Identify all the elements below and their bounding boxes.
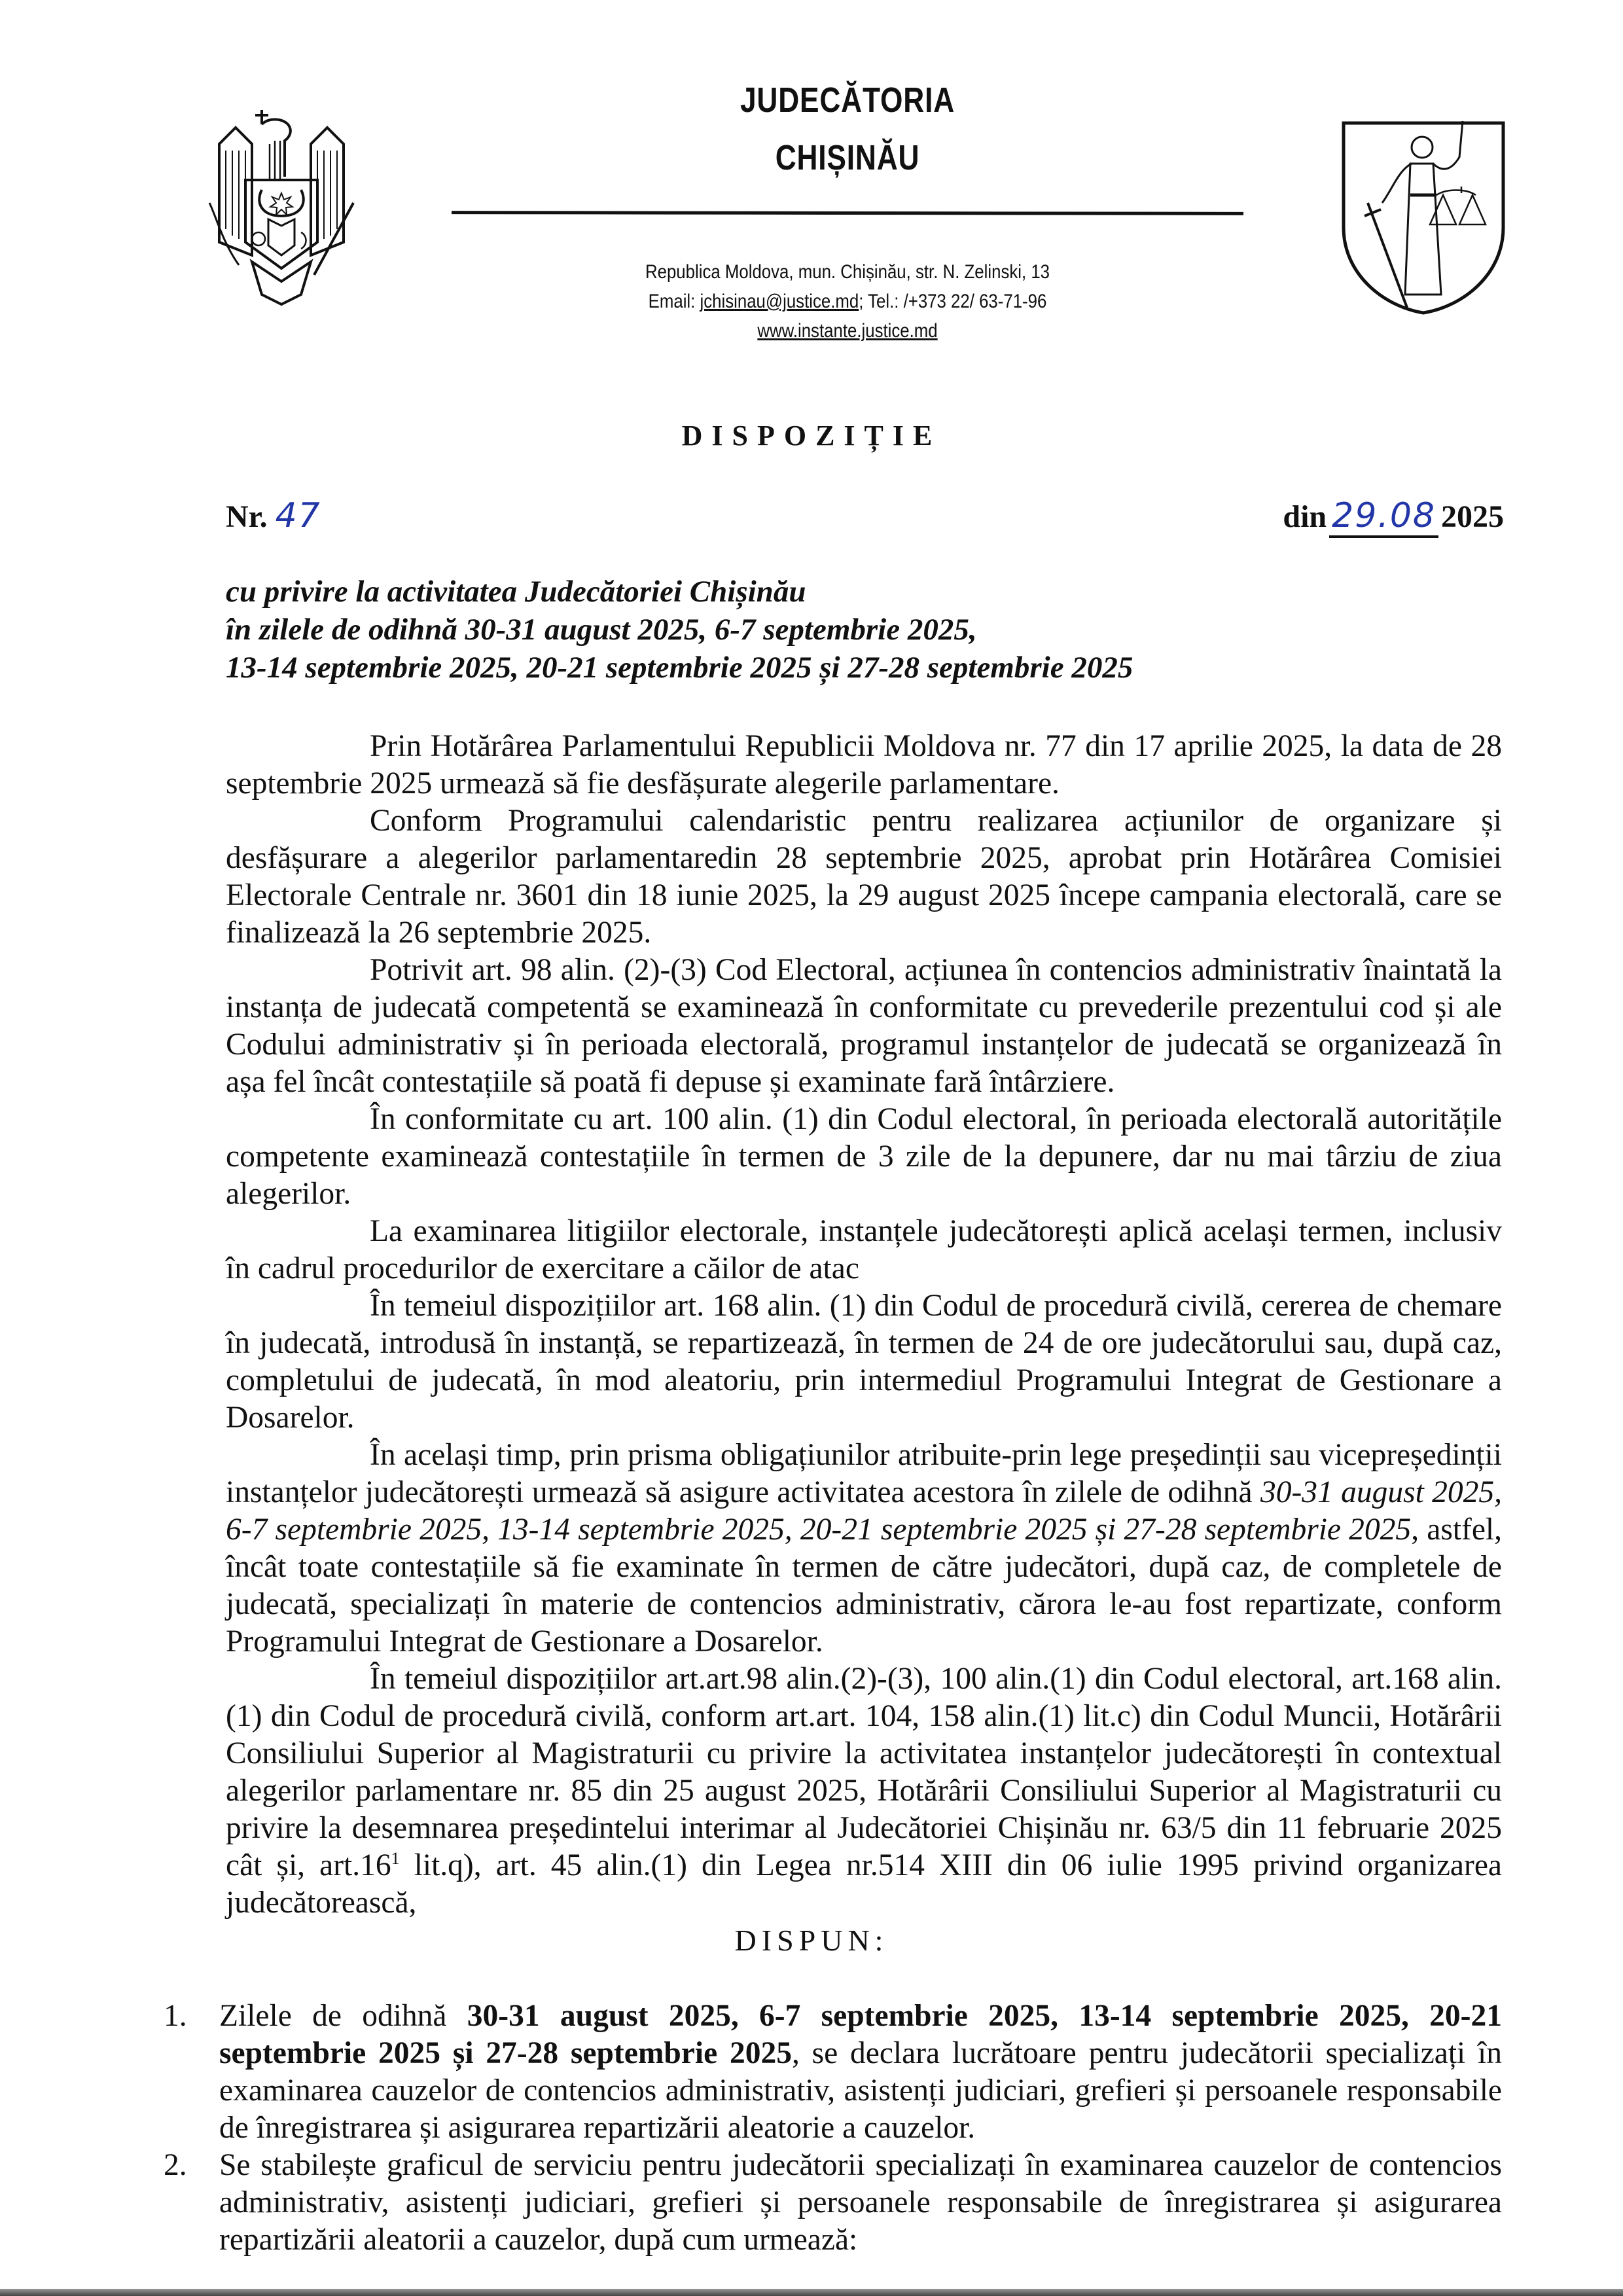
court-contact-block (507, 257, 1188, 346)
paragraph: În conformitate cu art. 100 alin. (1) din Codul electoral, în perioada electorală autoritățile competente examinează contestațiile în termen de 3 zile de la depunere, dar nu mai târziu de ziua alegerilor. (226, 1102, 1502, 1211)
item-text: Se stabilește graficul de serviciu pentru judecătorii specializați în examinarea cauzelor de contencios administrativ, asistenți judiciari, grefieri și persoanele responsabile de înregistrarea și asigurarea repartizării aleatorii a cauzelor, după cum urmează: (219, 2148, 1502, 2257)
superscript: 1 (391, 1849, 400, 1869)
email-link[interactable]: jchisinau@justice.md (700, 291, 859, 312)
header-divider (452, 211, 1243, 215)
handwritten-number: 47 (275, 496, 321, 535)
italic-dates: 30-31 august 2025, 6-7 septembrie 2025, 13-14 septembrie 2025, 20-21 septembrie 2025 și 27-28 septembrie 2025 (226, 1475, 1503, 1547)
paragraph: Conform Programului calendaristic pentru realizarea acțiunilor de organizare și desfășurare a alegerilor parlamentaredin 28 septembrie 2025, aprobat prin Hotărârea Comisiei Electorale Centrale nr. 3601 din 18 iunie 2025, la 29 august 2025 începe campania electorală, care se finalizează la 26 septembrie 2025. (226, 804, 1502, 950)
document-date (1283, 496, 1504, 535)
document-subject (226, 573, 1133, 687)
document-title: DISPOZIȚIE (681, 420, 942, 452)
paragraph: La examinarea litigiilor electorale, instanțele judecătorești aplică același termen, inclusiv în cadrul procedurilor de exercitare a căilor de atac (226, 1214, 1502, 1285)
subject-line: 13-14 septembrie 2025, 20-21 septembrie 2025 și 27-28 septembrie 2025 (226, 651, 1133, 685)
paragraph: În același timp, prin prisma obligațiunilor atribuite-prin lege președinții sau vicepreședinții instanțelor judecătorești urmează să asigure activitatea acestora în zilele de odihnă 30-31 august 2025, 6-7 septembrie 2025, 13-14 septembrie 2025, 20-21 septembrie 2025 și 27-28 septembrie 2025, astfel, încât toate contestațiile să fie examinate în termen de către judecători, după caz, de completele de judecată, specializați în materie de contencios administrativ, cărora le-au fost repartizate, conform Programului Integrat de Gestionare a Dosarelor. (226, 1438, 1503, 1659)
court-name-line2: CHIȘINĂU (775, 138, 920, 177)
date-year: 2025 (1441, 499, 1504, 534)
court-email-phone (507, 287, 1188, 316)
document-number (226, 496, 321, 535)
dispun-heading: DISPUN: (734, 1924, 889, 1957)
paragraph: Prin Hotărârea Parlamentului Republicii Moldova nr. 77 din 17 aprilie 2025, la data de 28 septembrie 2025 urmează să fie desfășurate alegerile parlamentare. (226, 729, 1502, 800)
bold-dates: 30-31 august 2025, 6-7 septembrie 2025, 13-14 septembrie 2025, 20-21 septembrie 2025 și 27-28 septembrie 2025 (219, 1999, 1502, 2070)
item-number: 1. (164, 1999, 187, 2033)
paragraph: În temeiul dispozițiilor art. 168 alin. (1) din Codul de procedură civilă, cererea de chemare în judecată, introdusă în instanță, se repartizează, în termen de 24 de ore judecătorului sau, după caz, completului de judecată, în mod aleatoriu, prin intermediul Programului Integrat de Gestionare a Dosarelor. (226, 1289, 1502, 1435)
orders-list (164, 1998, 1502, 2259)
scan-edge (0, 2289, 1623, 2296)
phone-number: ; Tel.: /+373 22/ 63-71-96 (859, 291, 1047, 312)
item-text: Zilele de odihnă 30-31 august 2025, 6-7 septembrie 2025, 13-14 septembrie 2025, 20-21 septembrie 2025 și 27-28 septembrie 2025, se declara lucrătoare pentru judecătorii specializați în examinarea cauzelor de contencios administrativ, asistenți judiciari, grefieri și persoanele responsabile de înregistrarea și asigurarea repartizării aleatorie a cauzelor. (219, 1999, 1502, 2145)
list-item (164, 1998, 1502, 2147)
court-name-line1: JUDECĂTORIA (740, 81, 955, 120)
number-label: Nr. (226, 499, 268, 534)
subject-line: cu privire la activitatea Judecătoriei Chișinău (226, 575, 806, 609)
paragraph: În temeiul dispozițiilor art.art.98 alin.(2)-(3), 100 alin.(1) din Codul electoral, art.168 alin.(1) din Codul de procedură civilă, conform art.art. 104, 158 alin.(1) lit.c) din Codul Muncii, Hotărârii Consiliului Superior al Magistraturii cu privire la activitatea instanțelor judecătorești în contextual alegerilor parlamentare nr. 85 din 25 august 2025, Hotărârii Consiliului Superior al Magistraturii cu privire la desemnarea președintelui interimar al Judecătoriei Chișinău nr. 63/5 din 11 februarie 2025 cât și, $art.16^1$ lit.q), art. 45 alin.(1) din Legea nr.514 XIII din 06 iulie 1995 privind organizarea judecătorească, (226, 1662, 1502, 1920)
lady-justice-shield-icon (1338, 118, 1508, 317)
moldova-coat-of-arms-icon (196, 105, 366, 308)
email-label: Email: (648, 291, 700, 312)
document-body (226, 728, 1502, 1922)
date-label: din (1283, 499, 1327, 534)
subject-line: în zilele de odihnă 30-31 august 2025, 6-7 septembrie 2025, (226, 613, 977, 647)
list-item (164, 2147, 1502, 2259)
item-number: 2. (164, 2148, 187, 2182)
handwritten-date: 29.08 (1329, 496, 1438, 538)
court-address: Republica Moldova, mun. Chișinău, str. N. Zelinski, 13 (645, 261, 1050, 283)
paragraph: Potrivit art. 98 alin. (2)-(3) Cod Electoral, acțiunea în contencios administrativ înaintată la instanța de judecată competentă se examinează în conformitate cu prevederile prezentului cod și ale Codului administrativ și în perioada electorală, programul instanțelor de judecată se organizează în așa fel încât contestațiile să poată fi depuse și examinate fară întârziere. (226, 953, 1502, 1099)
website-link[interactable]: www.instante.justice.md (757, 320, 938, 342)
